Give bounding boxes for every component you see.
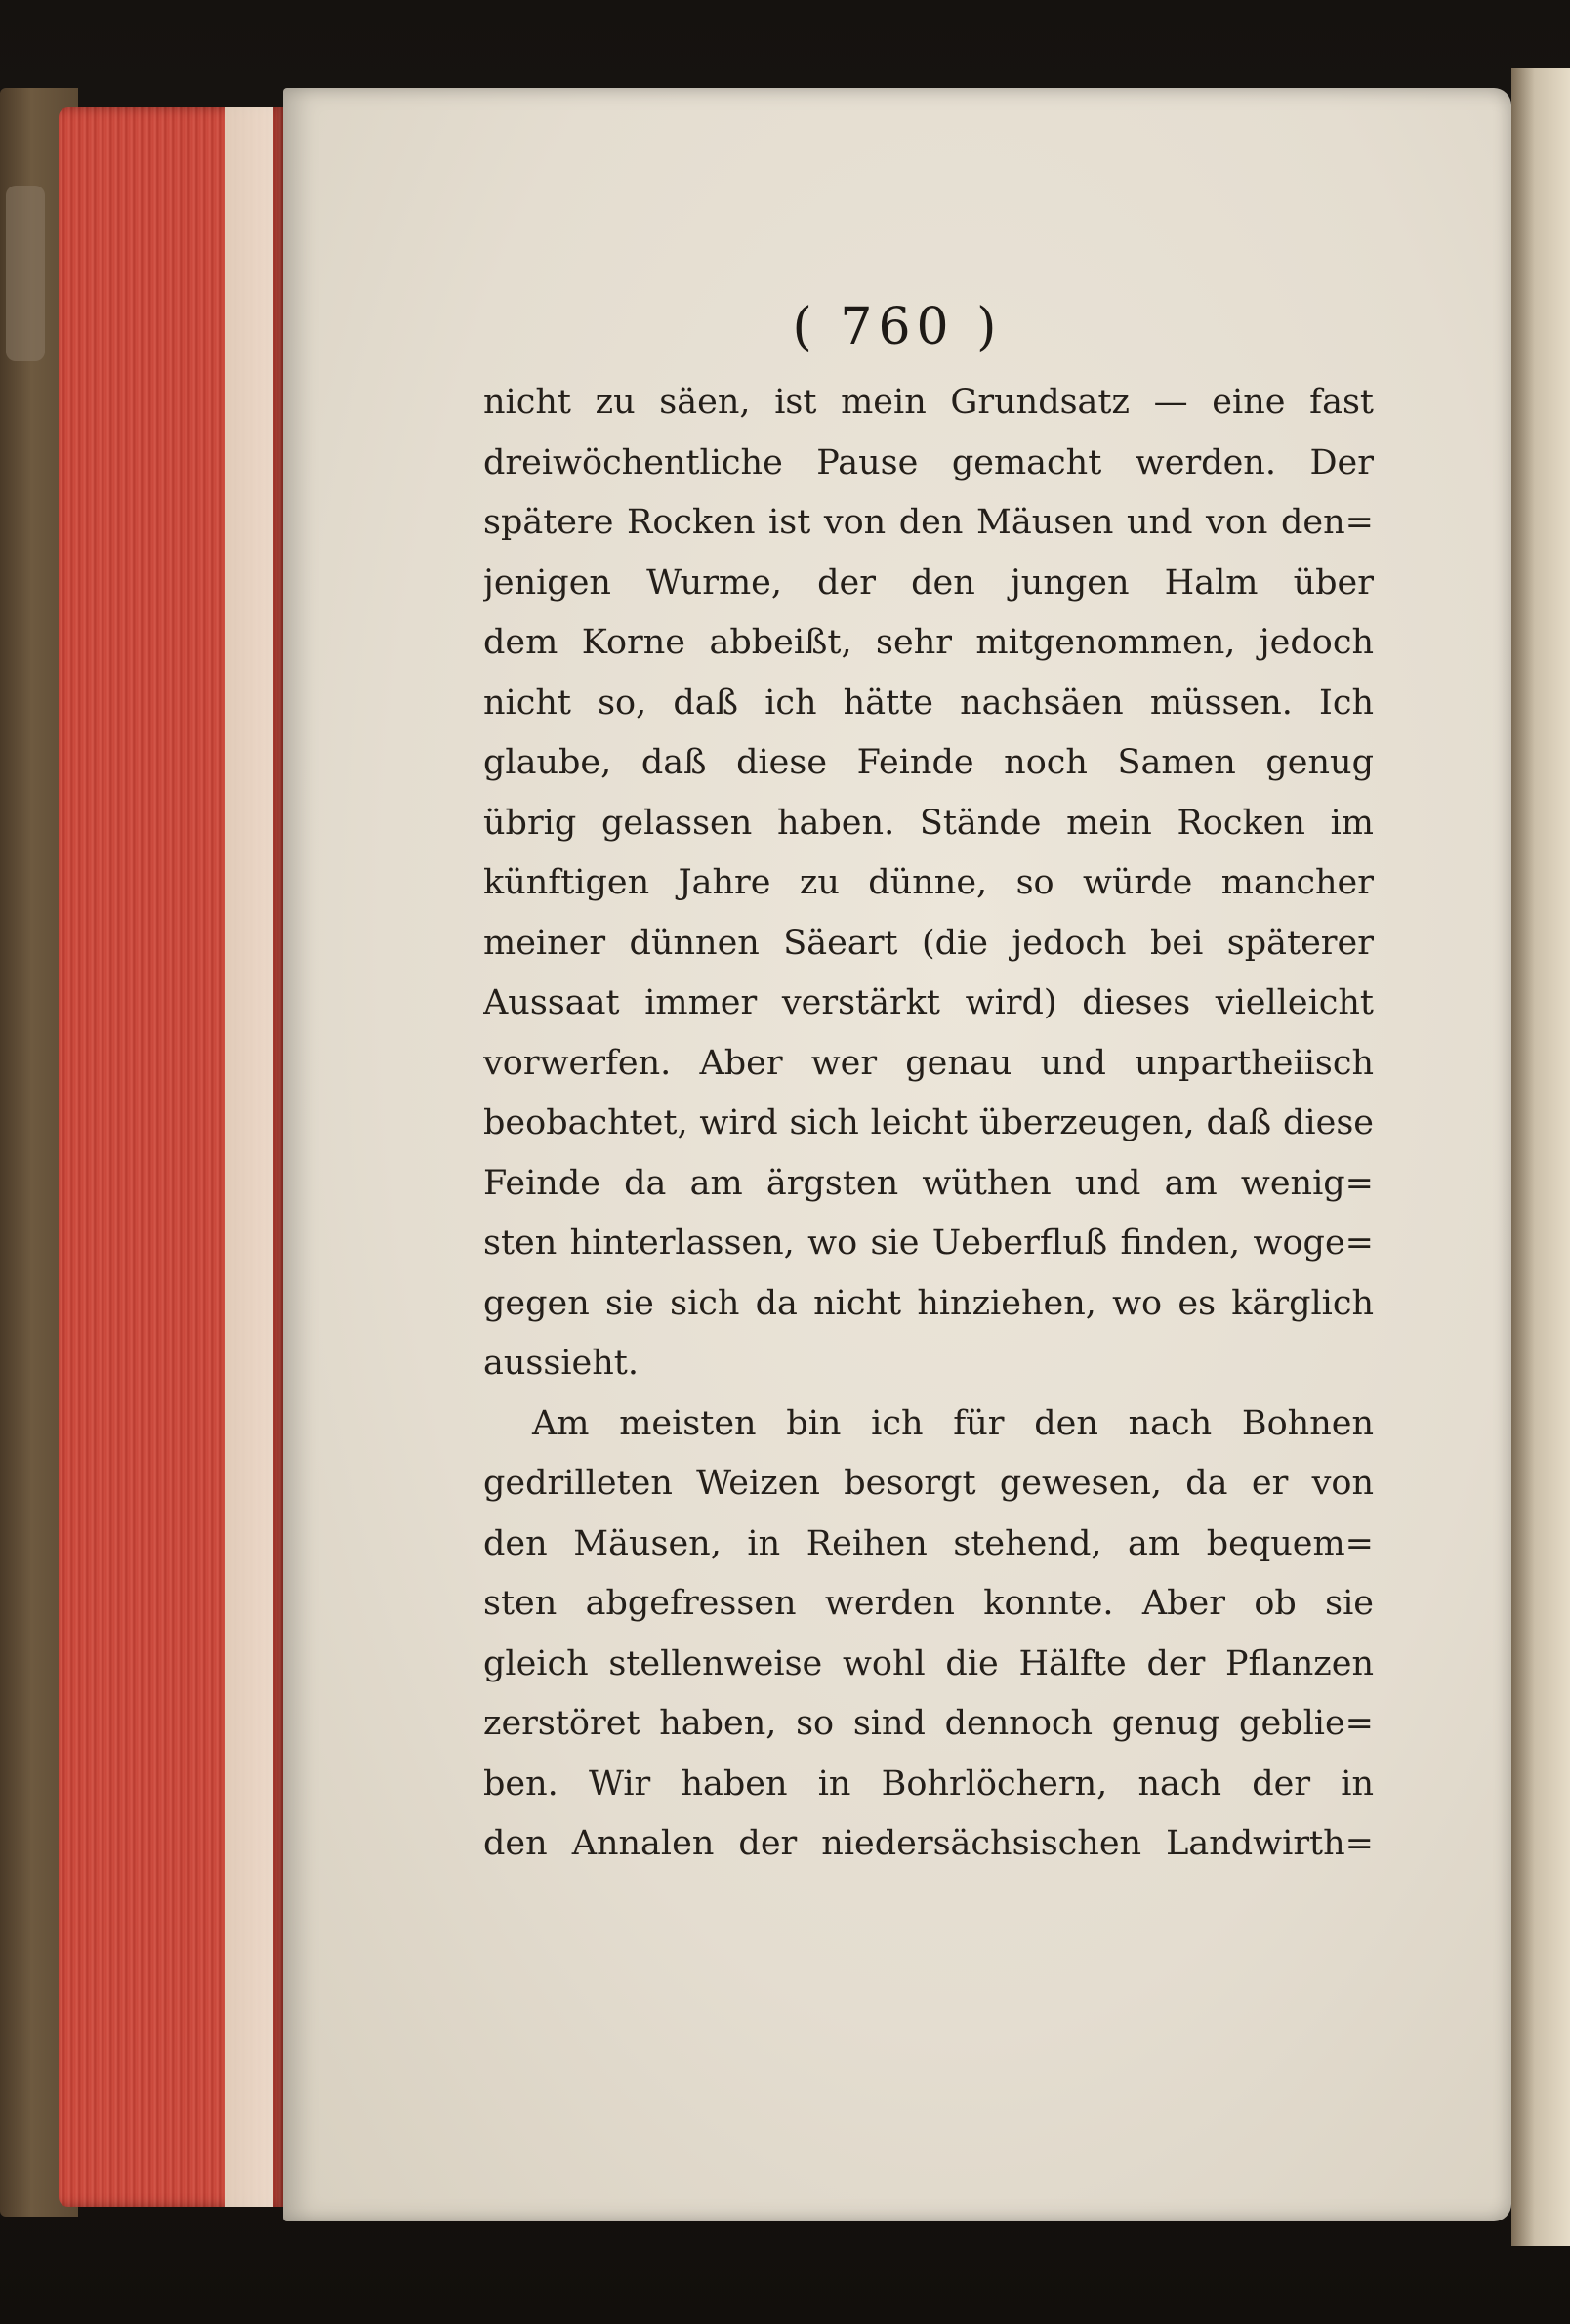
text-line: spätere Rocken ist von den Mäusen und von den=: [483, 503, 1374, 542]
text-line: nicht so, daß ich hätte nachsäen müssen. Ich: [483, 683, 1374, 723]
text-line: vorwerfen. Aber wer genau und unpartheiisch: [483, 1043, 1374, 1083]
text-line: aussieht.: [483, 1344, 639, 1383]
text-line: Feinde da am ärgsten wüthen und am wenig=: [483, 1163, 1374, 1203]
text-line: den Mäusen, in Reihen stehend, am bequem=: [483, 1523, 1374, 1563]
book-page: [283, 88, 1511, 2221]
text-line: künftigen Jahre zu dünne, so würde mancher: [483, 863, 1374, 902]
text-line: jenigen Wurme, der den jungen Halm über: [483, 562, 1374, 602]
text-line: den Annalen der niedersächsischen Landwirth=: [483, 1824, 1374, 1863]
facing-page-edge: [1511, 68, 1570, 2246]
text-line: übrig gelassen haben. Stände mein Rocken im: [483, 803, 1374, 843]
text-line: Am meisten bin ich für den nach Bohnen: [532, 1403, 1374, 1443]
text-line: glaube, daß diese Feinde noch Samen genug: [483, 743, 1374, 782]
text-line: gegen sie sich da nicht hinziehen, wo es kärglich: [483, 1283, 1374, 1323]
text-line: nicht zu säen, ist mein Grundsatz — eine fast: [483, 383, 1374, 422]
paragraph-1: [483, 373, 1374, 1394]
text-line: sten abgefressen werden konnte. Aber ob sie: [483, 1584, 1374, 1623]
text-line: meiner dünnen Säeart (die jedoch bei späterer: [483, 923, 1374, 963]
body-text: [483, 373, 1374, 1875]
text-line: dem Korne abbeißt, sehr mitgenommen, jedoch: [483, 623, 1374, 662]
text-line: gleich stellenweise wohl die Hälfte der Pflanzen: [483, 1643, 1374, 1683]
text-line: gedrilleten Weizen besorgt gewesen, da er von: [483, 1464, 1374, 1503]
text-line: ben. Wir haben in Bohrlöchern, nach der in: [483, 1764, 1374, 1804]
text-line: beobachtet, wird sich leicht überzeugen, daß diese: [483, 1103, 1374, 1142]
page-edges-inner: [225, 107, 273, 2207]
text-line: zerstöret haben, so sind dennoch genug geblie=: [483, 1704, 1374, 1743]
cover-wear: [6, 186, 45, 361]
text-line: dreiwöchentliche Pause gemacht werden. Der: [483, 442, 1374, 482]
paragraph-2: [483, 1394, 1374, 1875]
text-line: Aussaat immer verstärkt wird) dieses vielleicht: [483, 983, 1374, 1022]
page-number-header: ( 760 ): [792, 298, 1003, 356]
text-line: sten hinterlassen, wo sie Ueberfluß finden, woge=: [483, 1224, 1374, 1263]
